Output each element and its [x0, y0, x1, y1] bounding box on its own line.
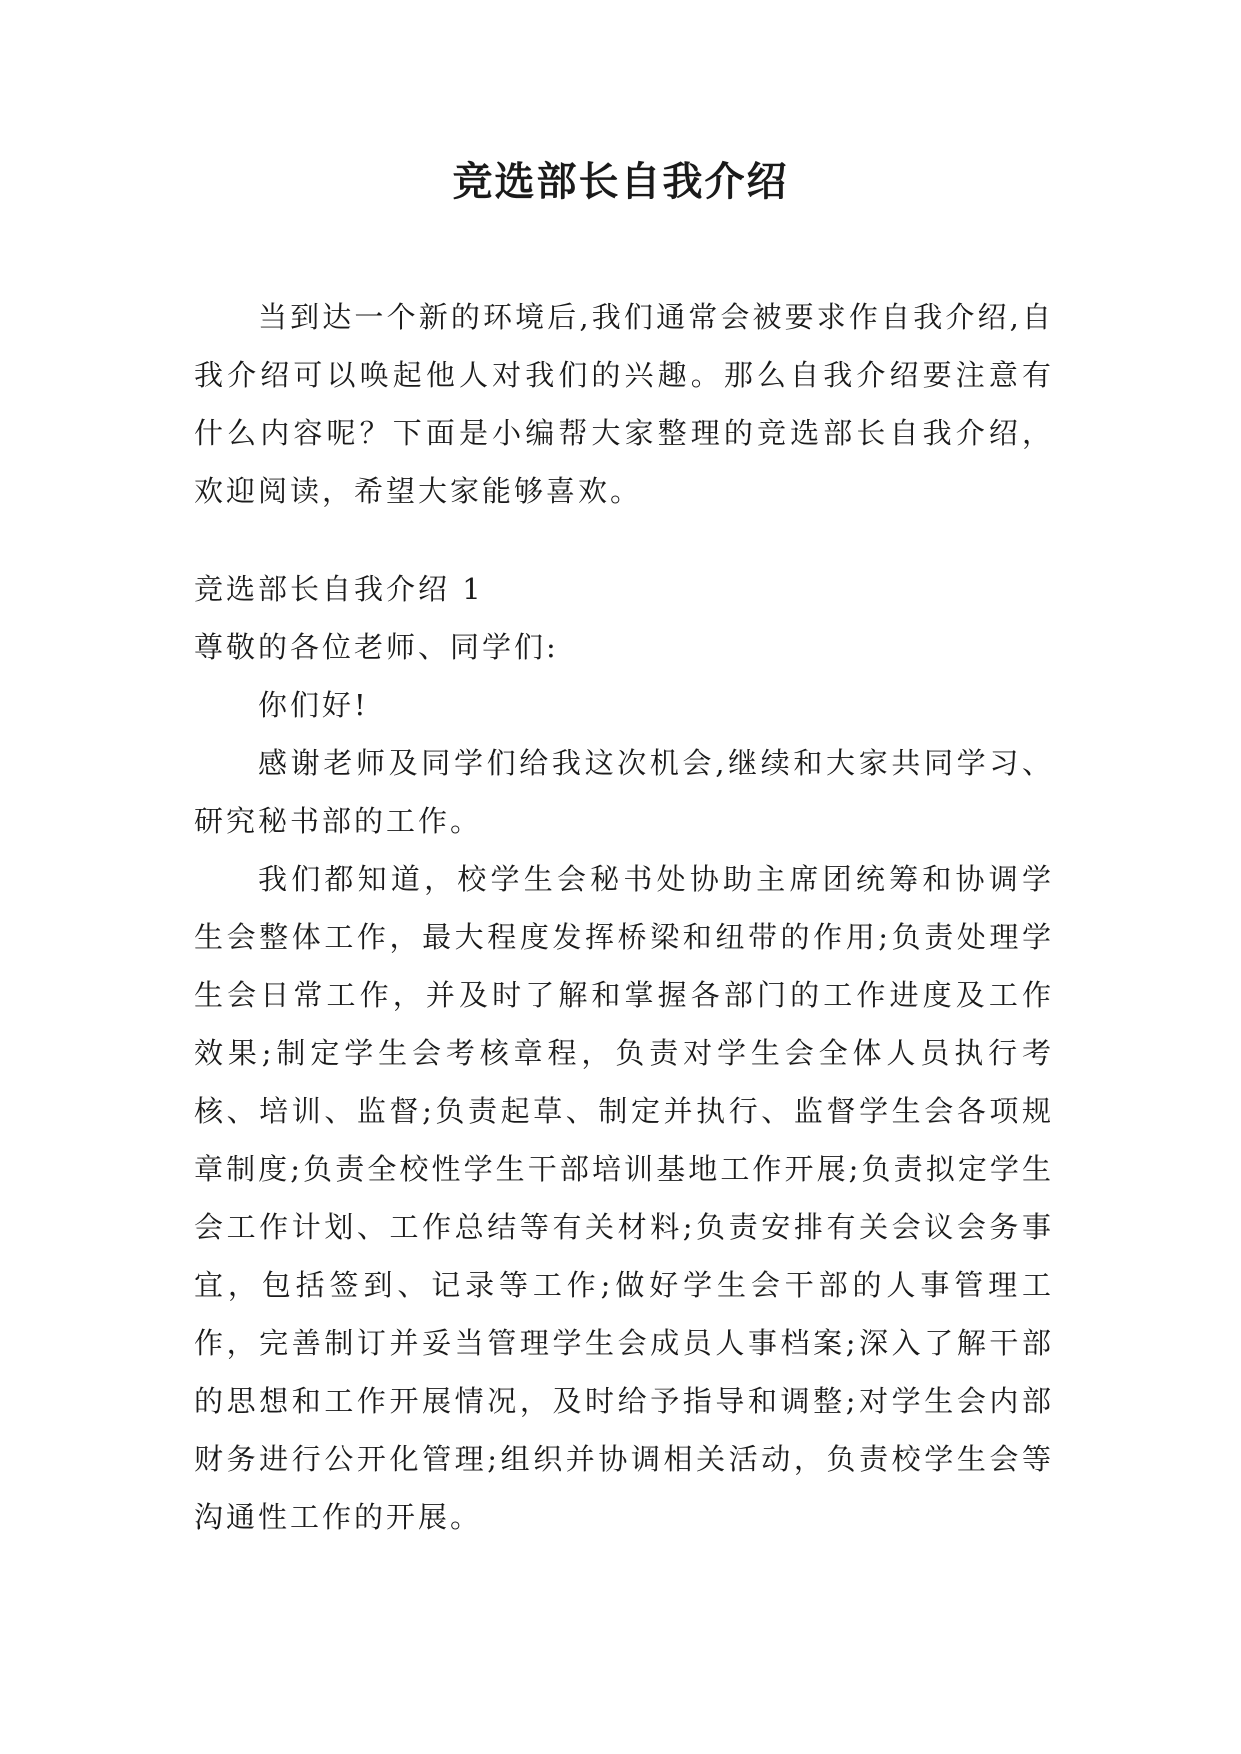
- document-body: [194, 288, 1054, 1546]
- body-paragraph-1: 感谢老师及同学们给我这次机会,继续和大家共同学习、研究秘书部的工作。: [194, 746, 1054, 838]
- salutation: 尊敬的各位老师、同学们:: [194, 630, 559, 664]
- document-title: 竞选部长自我介绍: [452, 158, 789, 205]
- section-heading: 竞选部长自我介绍 1: [194, 572, 484, 606]
- intro-paragraph: 当到达一个新的环境后,我们通常会被要求作自我介绍,自我介绍可以唤起他人对我们的兴趣。那么自我介绍要注意有什么内容呢？下面是小编帮大家整理的竞选部长自我介绍，欢迎阅读，希望大家能够喜欢。: [194, 300, 1054, 508]
- greeting: 你们好!: [258, 688, 369, 722]
- section-spacer: [194, 520, 1054, 560]
- body-paragraph-2: 我们都知道，校学生会秘书处协助主席团统筹和协调学生会整体工作，最大程度发挥桥梁和纽带的作用;负责处理学生会日常工作，并及时了解和掌握各部门的工作进度及工作效果;制定学生会考核章程，负责对学生会全体人员执行考核、培训、监督;负责起草、制定并执行、监督学生会各项规章制度;负责全校性学生干部培训基地工作开展;负责拟定学生会工作计划、工作总结等有关材料;负责安排有关会议会务事宜，包括签到、记录等工作;做好学生会干部的人事管理工作，完善制订并妥当管理学生会成员人事档案;深入了解干部的思想和工作开展情况，及时给予指导和调整;对学生会内部财务进行公开化管理;组织并协调相关活动，负责校学生会等沟通性工作的开展。: [194, 862, 1054, 1534]
